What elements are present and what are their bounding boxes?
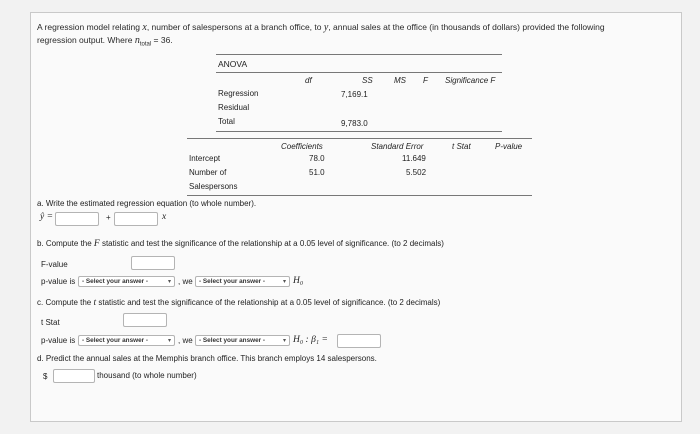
part-b-we-text: , we bbox=[178, 277, 193, 286]
t-stat-label: t Stat bbox=[41, 318, 60, 327]
slope-answer-input[interactable] bbox=[114, 212, 158, 226]
coef-header-p-value: P-value bbox=[495, 142, 523, 151]
x-variable: x bbox=[162, 212, 167, 222]
anova-rule-bottom bbox=[216, 131, 502, 132]
t-stat-input[interactable] bbox=[123, 313, 167, 327]
chevron-down-icon: ▾ bbox=[167, 279, 171, 285]
anova-rule-header bbox=[216, 72, 502, 73]
part-c-decision-select[interactable]: - Select your answer - ▾ bbox=[195, 335, 290, 346]
coef-intercept-se: 11.649 bbox=[402, 154, 426, 163]
part-d-prompt: d. Predict the annual sales at the Memphis branch office. This branch employs 14 salespersons. bbox=[37, 354, 377, 363]
f-value-label: F-value bbox=[41, 260, 68, 269]
anova-header-df: df bbox=[305, 76, 312, 85]
anova-header-ms: MS bbox=[394, 76, 406, 85]
f-value-input[interactable] bbox=[131, 256, 175, 270]
anova-header-f: F bbox=[423, 76, 428, 85]
plus-sign: + bbox=[106, 213, 111, 222]
anova-total-ss: 9,783.0 bbox=[341, 119, 368, 128]
part-a-prompt: a. Write the estimated regression equation (to whole number). bbox=[37, 199, 257, 208]
coef-intercept-value: 78.0 bbox=[309, 154, 325, 163]
part-c-pvalue-select[interactable]: - Select your answer - ▾ bbox=[78, 335, 175, 346]
coef-salespersons-value: 51.0 bbox=[309, 168, 325, 177]
part-c-pvalue-label: p-value is bbox=[41, 336, 76, 345]
part-b-pvalue-label: p-value is bbox=[41, 277, 76, 286]
part-c-we-text: , we bbox=[178, 336, 193, 345]
coef-row-intercept: Intercept bbox=[189, 154, 221, 163]
anova-header-significance-f: Significance F bbox=[445, 76, 496, 85]
anova-row-regression: Regression bbox=[218, 89, 259, 98]
coef-header-standard-error: Standard Error bbox=[371, 142, 424, 151]
anova-header-ss: SS bbox=[362, 76, 373, 85]
coef-row-salespersons: Salespersons bbox=[189, 182, 238, 191]
currency-symbol: $ bbox=[43, 372, 48, 381]
coef-salespersons-se: 5.502 bbox=[406, 168, 427, 177]
coef-rule-bottom bbox=[187, 195, 532, 196]
thousand-unit-label: thousand (to whole number) bbox=[97, 371, 197, 380]
part-b-decision-select[interactable]: - Select your answer - ▾ bbox=[195, 276, 290, 287]
part-b-pvalue-select[interactable]: - Select your answer - ▾ bbox=[78, 276, 175, 287]
beta1-hypothesis-input[interactable] bbox=[337, 334, 381, 348]
coef-rule-top bbox=[187, 138, 532, 139]
part-b-h0: H₀ bbox=[293, 276, 304, 286]
coef-header-t-stat: t Stat bbox=[452, 142, 471, 151]
chevron-down-icon: ▾ bbox=[282, 279, 286, 285]
question-panel bbox=[30, 12, 682, 422]
coef-row-number-of: Number of bbox=[189, 168, 227, 177]
anova-title: ANOVA bbox=[218, 59, 248, 69]
coef-header-coefficients: Coefficients bbox=[281, 142, 323, 151]
question-intro: A regression model relating x, number of salespersons at a branch office, to y, annual sales at the office (in thousands of dollars) provided the following regression output. Where $n_{total} = 36$. bbox=[37, 22, 605, 48]
anova-row-total: Total bbox=[218, 117, 235, 126]
y-hat-symbol: ŷ = bbox=[40, 212, 54, 222]
chevron-down-icon: ▾ bbox=[282, 338, 286, 344]
anova-rule-top bbox=[216, 54, 502, 55]
part-c-prompt: c. Compute the t statistic and test the significance of the relationship at a 0.05 level of significance. (to 2 decimals) bbox=[37, 298, 441, 308]
part-c-h0-beta1: H₀ : β₁ = bbox=[293, 335, 328, 345]
sales-prediction-input[interactable] bbox=[53, 369, 95, 383]
anova-row-residual: Residual bbox=[218, 103, 250, 112]
part-b-prompt: b. Compute the F statistic and test the significance of the relationship at a 0.05 level of significance. (to 2 decimals) bbox=[37, 239, 444, 249]
intercept-answer-input[interactable] bbox=[55, 212, 99, 226]
anova-regression-ss: 7,169.1 bbox=[341, 90, 368, 99]
chevron-down-icon: ▾ bbox=[167, 338, 171, 344]
